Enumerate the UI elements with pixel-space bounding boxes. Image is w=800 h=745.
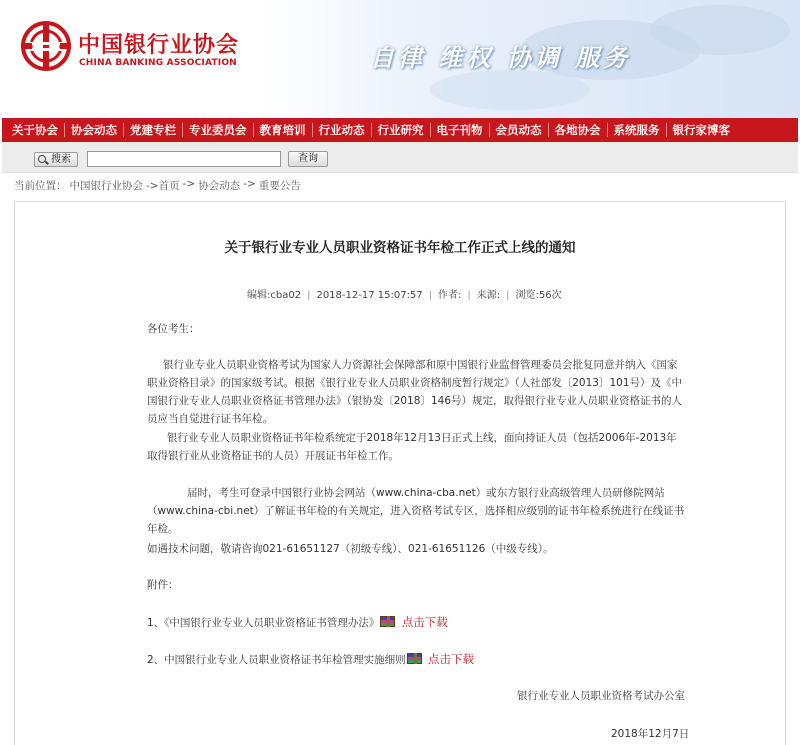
breadcrumb-cba[interactable]: 中国银行业协会 [69,180,143,192]
rar-archive-icon[interactable] [407,653,422,664]
main-nav [2,118,798,142]
nav-item-association-news[interactable]: 协会动态 [64,123,123,137]
attachment-item [147,650,687,669]
attachment-item [147,613,687,632]
download-link[interactable]: 点击下载 [401,615,448,629]
breadcrumb-home[interactable]: ->首页 [146,180,180,192]
attachments-label: 附件： [147,579,179,591]
article-title: 关于银行业专业人员职业资格证书年检工作正式上线的通知 [224,240,576,256]
search-icon [38,155,46,163]
article-paragraph-3: 届时，考生可登录中国银行业协会网站（www.china-cba.net）或东方银行业高级管理人员研修院网站（www.china-cbi.net）了解证书年检的有关规定，进入资格考试专区，选择相应级别的证书年检系统进行在线证书年检。 [147,487,685,535]
nav-item-banker-blog[interactable]: 银行家博客 [666,123,737,137]
article-paragraph-4: 如遇技术问题，敬请咨询021-61651127（初级专线）、021-61651126（中级专线）。 [147,543,554,555]
header-slogan: 自律 维权 协调 服务 [370,44,632,72]
article-meta: 编辑:cba02 | 2018-12-17 15:07:57 | 作者: | 来源: | 浏览:56次 [247,290,562,301]
nav-item-local-associations[interactable]: 各地协会 [548,123,607,137]
meta-source: 来源: [476,290,501,301]
article-panel [14,201,786,745]
search-label-button[interactable] [34,152,78,167]
article-paragraph-1: 银行业专业人员职业资格考试为国家人力资源社会保障部和原中国银行业监督管理委员会批复同意并纳入《国家职业资格目录》的国家级考试。根据《银行业专业人员职业资格制度暂行规定》（人社部发〔2013〕101号）及《中国银行业专业人员职业资格证书管理办法》（银协发〔2018〕146号）规定，取得银行业专业人员职业资格证书的人员应当自觉进行证书年检。 [147,359,683,425]
search-label-text: 搜索 [51,154,71,165]
breadcrumb-prefix: 当前位置： [14,180,67,192]
logo-english-name[interactable]: CHINA BANKING ASSOCIATION [79,58,237,68]
banner-cloud [430,70,590,110]
meta-views: 浏览:56次 [515,290,562,301]
nav-item-about[interactable]: 关于协会 [12,123,58,137]
nav-item-e-publications[interactable]: 电子刊物 [430,123,489,137]
download-link[interactable]: 点击下载 [428,652,475,666]
meta-datetime: 2018-12-17 15:07:57 [316,290,423,301]
breadcrumb-separator: -> [243,178,256,190]
logo-chinese-name[interactable]: 中国银行业协会 [78,32,240,58]
article-date: 2018年12月7日 [611,728,690,740]
search-bar [2,142,798,173]
search-submit-button[interactable]: 查询 [288,151,328,167]
breadcrumb [14,178,304,194]
banner-cloud [650,5,790,55]
cba-logo-icon[interactable] [20,20,72,72]
article-paragraph-2: 银行业专业人员职业资格证书年检系统定于2018年12月13日正式上线，面向持证人员（包括2006年-2013年取得银行业从业资格证书的人员）开展证书年检工作。 [147,432,677,462]
meta-author: 作者: [438,290,462,301]
rar-archive-icon[interactable] [380,616,395,627]
site-header [0,0,800,118]
meta-editor: 编辑:cba02 [247,290,302,301]
attachment-title: 2、中国银行业专业人员职业资格证书年检管理实施细则 [147,654,406,666]
nav-item-system-services[interactable]: 系统服务 [607,123,666,137]
attachment-title: 1、《中国银行业专业人员职业资格证书管理办法》 [147,617,380,629]
nav-item-committees[interactable]: 专业委员会 [182,123,253,137]
breadcrumb-separator: -> [182,178,196,190]
breadcrumb-association-news[interactable]: 协会动态 [198,180,241,192]
nav-item-industry-research[interactable]: 行业研究 [371,123,430,137]
breadcrumb-announcements[interactable]: 重要公告 [258,180,301,192]
nav-item-member-news[interactable]: 会员动态 [489,123,548,137]
nav-item-party-building[interactable]: 党建专栏 [123,123,182,137]
nav-item-industry-news[interactable]: 行业动态 [312,123,371,137]
search-input[interactable] [87,151,281,167]
article-salutation: 各位考生： [147,323,200,335]
article-signature: 银行业专业人员职业资格考试办公室 [517,690,685,702]
nav-item-training[interactable]: 教育培训 [253,123,312,137]
